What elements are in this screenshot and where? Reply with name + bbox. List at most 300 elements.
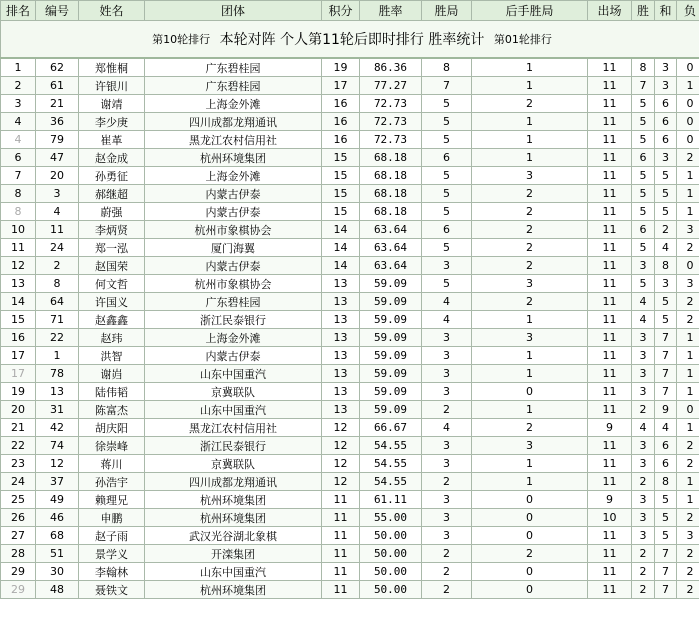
loss-count-cell: 2 — [677, 509, 699, 527]
loss-count-cell: 2 — [677, 563, 699, 581]
played-cell: 10 — [588, 509, 632, 527]
black-wins-cell: 1 — [472, 473, 588, 491]
loss-count-cell: 3 — [677, 275, 699, 293]
player-name-cell: 赵国荣 — [79, 257, 145, 275]
wins-games-cell: 2 — [422, 401, 472, 419]
played-cell: 11 — [588, 527, 632, 545]
player-id-cell: 78 — [36, 365, 79, 383]
played-cell: 11 — [588, 95, 632, 113]
wins-games-cell: 3 — [422, 365, 472, 383]
wins-games-cell: 2 — [422, 545, 472, 563]
player-name-cell: 陈富杰 — [79, 401, 145, 419]
played-cell: 11 — [588, 347, 632, 365]
win-rate-cell: 63.64 — [360, 239, 422, 257]
loss-count-cell: 0 — [677, 131, 699, 149]
black-wins-cell: 0 — [472, 527, 588, 545]
loss-count-cell: 1 — [677, 473, 699, 491]
round-nav-row — [1, 21, 699, 59]
win-count-cell: 2 — [632, 473, 655, 491]
team-cell: 山东中国重汽 — [145, 365, 322, 383]
player-id-cell: 12 — [36, 455, 79, 473]
rank-cell: 7 — [1, 167, 36, 185]
win-rate-cell: 50.00 — [360, 527, 422, 545]
rank-cell: 25 — [1, 491, 36, 509]
black-wins-cell: 2 — [472, 545, 588, 563]
win-rate-cell: 59.09 — [360, 347, 422, 365]
wins-games-cell: 3 — [422, 383, 472, 401]
rank-cell: 24 — [1, 473, 36, 491]
wins-games-cell: 4 — [422, 293, 472, 311]
team-cell: 广东碧桂园 — [145, 293, 322, 311]
points-cell: 11 — [322, 491, 360, 509]
col-win-header: 胜 — [632, 1, 655, 21]
loss-count-cell: 0 — [677, 113, 699, 131]
played-cell: 11 — [588, 149, 632, 167]
points-cell: 13 — [322, 401, 360, 419]
player-name-cell: 景学义 — [79, 545, 145, 563]
header-row — [1, 1, 699, 21]
draw-count-cell: 2 — [655, 221, 677, 239]
table-row — [1, 113, 699, 131]
prev-round-link[interactable]: 第10轮排行 — [152, 33, 211, 46]
team-cell: 杭州环境集团 — [145, 509, 322, 527]
loss-count-cell: 2 — [677, 455, 699, 473]
player-id-cell: 1 — [36, 347, 79, 365]
draw-count-cell: 5 — [655, 167, 677, 185]
played-cell: 11 — [588, 167, 632, 185]
played-cell: 11 — [588, 455, 632, 473]
points-cell: 15 — [322, 185, 360, 203]
player-id-cell: 2 — [36, 257, 79, 275]
win-rate-cell: 66.67 — [360, 419, 422, 437]
col-rank-header: 排名 — [1, 1, 36, 21]
loss-count-cell: 1 — [677, 491, 699, 509]
draw-count-cell: 5 — [655, 311, 677, 329]
win-count-cell: 3 — [632, 527, 655, 545]
win-count-cell: 5 — [632, 95, 655, 113]
win-count-cell: 2 — [632, 545, 655, 563]
draw-count-cell: 6 — [655, 95, 677, 113]
points-cell: 13 — [322, 275, 360, 293]
player-name-cell: 何文哲 — [79, 275, 145, 293]
table-row — [1, 419, 699, 437]
loss-count-cell: 1 — [677, 347, 699, 365]
win-count-cell: 5 — [632, 239, 655, 257]
team-cell: 四川成都龙翔通讯 — [145, 473, 322, 491]
player-name-cell: 郝继超 — [79, 185, 145, 203]
table-row — [1, 167, 699, 185]
team-cell: 上海金外滩 — [145, 95, 322, 113]
draw-count-cell: 5 — [655, 185, 677, 203]
points-cell: 11 — [322, 563, 360, 581]
black-wins-cell: 1 — [472, 58, 588, 77]
wins-games-cell: 5 — [422, 131, 472, 149]
player-id-cell: 30 — [36, 563, 79, 581]
wins-games-cell: 6 — [422, 149, 472, 167]
win-rate-cell: 86.36 — [360, 58, 422, 77]
rank-cell: 17 — [1, 365, 36, 383]
player-name-cell: 洪智 — [79, 347, 145, 365]
table-row — [1, 239, 699, 257]
wins-games-cell: 2 — [422, 563, 472, 581]
draw-count-cell: 5 — [655, 527, 677, 545]
col-id-header: 编号 — [36, 1, 79, 21]
draw-count-cell: 4 — [655, 239, 677, 257]
draw-count-cell: 8 — [655, 473, 677, 491]
points-cell: 15 — [322, 203, 360, 221]
col-draw-header: 和 — [655, 1, 677, 21]
player-name-cell: 赵玮 — [79, 329, 145, 347]
draw-count-cell: 7 — [655, 329, 677, 347]
win-count-cell: 2 — [632, 563, 655, 581]
draw-count-cell: 3 — [655, 58, 677, 77]
draw-count-cell: 6 — [655, 437, 677, 455]
team-cell: 浙江民泰银行 — [145, 437, 322, 455]
win-rate-cell: 59.09 — [360, 293, 422, 311]
table-row — [1, 329, 699, 347]
table-row — [1, 437, 699, 455]
wins-games-cell: 3 — [422, 527, 472, 545]
rank-cell: 6 — [1, 149, 36, 167]
win-rate-cell: 59.09 — [360, 401, 422, 419]
rank-cell: 13 — [1, 275, 36, 293]
rank-cell: 26 — [1, 509, 36, 527]
played-cell: 9 — [588, 491, 632, 509]
rank-cell: 3 — [1, 95, 36, 113]
win-rate-cell: 50.00 — [360, 581, 422, 599]
table-row — [1, 131, 699, 149]
loss-count-cell: 2 — [677, 545, 699, 563]
rank-cell: 20 — [1, 401, 36, 419]
played-cell: 11 — [588, 77, 632, 95]
team-cell: 开滦集团 — [145, 545, 322, 563]
rank-cell: 27 — [1, 527, 36, 545]
loss-count-cell: 2 — [677, 149, 699, 167]
rank-cell: 19 — [1, 383, 36, 401]
col-wins-games-header: 胜局 — [422, 1, 472, 21]
table-row — [1, 58, 699, 77]
win-rate-cell: 72.73 — [360, 131, 422, 149]
wins-games-cell: 3 — [422, 491, 472, 509]
wins-games-cell: 3 — [422, 455, 472, 473]
win-count-cell: 3 — [632, 509, 655, 527]
table-row — [1, 473, 699, 491]
win-rate-cell: 72.73 — [360, 113, 422, 131]
loss-count-cell: 1 — [677, 167, 699, 185]
loss-count-cell: 1 — [677, 77, 699, 95]
black-wins-cell: 2 — [472, 257, 588, 275]
round-nav-cell — [1, 21, 699, 59]
wins-games-cell: 4 — [422, 311, 472, 329]
win-rate-cell: 54.55 — [360, 455, 422, 473]
loss-count-cell: 2 — [677, 437, 699, 455]
rank-cell: 2 — [1, 77, 36, 95]
player-id-cell: 36 — [36, 113, 79, 131]
win-count-cell: 6 — [632, 149, 655, 167]
draw-count-cell: 5 — [655, 293, 677, 311]
player-id-cell: 21 — [36, 95, 79, 113]
draw-count-cell: 7 — [655, 383, 677, 401]
table-header — [1, 1, 699, 21]
player-id-cell: 62 — [36, 58, 79, 77]
black-wins-cell: 1 — [472, 455, 588, 473]
table-row — [1, 563, 699, 581]
win-count-cell: 5 — [632, 203, 655, 221]
wins-games-cell: 4 — [422, 419, 472, 437]
team-cell: 广东碧桂园 — [145, 58, 322, 77]
points-cell: 13 — [322, 347, 360, 365]
player-id-cell: 61 — [36, 77, 79, 95]
wins-games-cell: 5 — [422, 239, 472, 257]
points-cell: 12 — [322, 455, 360, 473]
team-cell: 内蒙古伊泰 — [145, 185, 322, 203]
played-cell: 11 — [588, 185, 632, 203]
win-rate-cell: 55.00 — [360, 509, 422, 527]
rank-cell: 28 — [1, 545, 36, 563]
loss-count-cell: 2 — [677, 239, 699, 257]
col-played-header: 出场 — [588, 1, 632, 21]
player-id-cell: 49 — [36, 491, 79, 509]
played-cell: 11 — [588, 239, 632, 257]
draw-count-cell: 7 — [655, 581, 677, 599]
player-name-cell: 许国义 — [79, 293, 145, 311]
win-rate-cell: 59.09 — [360, 365, 422, 383]
player-name-cell: 谢岿 — [79, 365, 145, 383]
wins-games-cell: 5 — [422, 113, 472, 131]
black-wins-cell: 2 — [472, 221, 588, 239]
player-name-cell: 蔚强 — [79, 203, 145, 221]
points-cell: 11 — [322, 545, 360, 563]
draw-count-cell: 7 — [655, 545, 677, 563]
player-name-cell: 孙浩宇 — [79, 473, 145, 491]
played-cell: 11 — [588, 131, 632, 149]
wins-games-cell: 6 — [422, 221, 472, 239]
player-id-cell: 71 — [36, 311, 79, 329]
black-wins-cell: 2 — [472, 239, 588, 257]
black-wins-cell: 3 — [472, 275, 588, 293]
table-row — [1, 581, 699, 599]
black-wins-cell: 2 — [472, 95, 588, 113]
black-wins-cell: 1 — [472, 311, 588, 329]
played-cell: 11 — [588, 221, 632, 239]
table-row — [1, 401, 699, 419]
loss-count-cell: 1 — [677, 203, 699, 221]
draw-count-cell: 5 — [655, 509, 677, 527]
played-cell: 11 — [588, 545, 632, 563]
rank-cell: 22 — [1, 437, 36, 455]
played-cell: 11 — [588, 257, 632, 275]
table-row — [1, 275, 699, 293]
rank-cell: 29 — [1, 581, 36, 599]
played-cell: 11 — [588, 293, 632, 311]
draw-count-cell: 7 — [655, 347, 677, 365]
table-row — [1, 491, 699, 509]
points-cell: 16 — [322, 113, 360, 131]
played-cell: 11 — [588, 329, 632, 347]
points-cell: 14 — [322, 221, 360, 239]
loss-count-cell: 0 — [677, 401, 699, 419]
draw-count-cell: 3 — [655, 149, 677, 167]
table-row — [1, 257, 699, 275]
team-cell: 浙江民泰银行 — [145, 311, 322, 329]
rank-cell: 14 — [1, 293, 36, 311]
table-row — [1, 203, 699, 221]
player-name-cell: 谢靖 — [79, 95, 145, 113]
win-rate-cell: 63.64 — [360, 257, 422, 275]
win-rate-cell: 68.18 — [360, 185, 422, 203]
wins-games-cell: 2 — [422, 581, 472, 599]
played-cell: 11 — [588, 311, 632, 329]
player-name-cell: 陆伟韬 — [79, 383, 145, 401]
player-name-cell: 李少庚 — [79, 113, 145, 131]
points-cell: 15 — [322, 167, 360, 185]
col-team-header: 团体 — [145, 1, 322, 21]
points-cell: 11 — [322, 581, 360, 599]
win-count-cell: 4 — [632, 419, 655, 437]
win-count-cell: 3 — [632, 491, 655, 509]
points-cell: 12 — [322, 473, 360, 491]
player-name-cell: 聂铁文 — [79, 581, 145, 599]
black-wins-cell: 0 — [472, 383, 588, 401]
win-count-cell: 2 — [632, 401, 655, 419]
team-cell: 杭州市象棋协会 — [145, 275, 322, 293]
win-count-cell: 5 — [632, 167, 655, 185]
team-cell: 杭州环境集团 — [145, 491, 322, 509]
player-name-cell: 赵子雨 — [79, 527, 145, 545]
player-id-cell: 64 — [36, 293, 79, 311]
loss-count-cell: 2 — [677, 293, 699, 311]
player-name-cell: 赵鑫鑫 — [79, 311, 145, 329]
loss-count-cell: 3 — [677, 527, 699, 545]
black-wins-cell: 3 — [472, 437, 588, 455]
player-name-cell: 许银川 — [79, 77, 145, 95]
rank-cell: 16 — [1, 329, 36, 347]
col-rate-header: 胜率 — [360, 1, 422, 21]
wins-games-cell: 3 — [422, 347, 472, 365]
points-cell: 11 — [322, 527, 360, 545]
draw-count-cell: 6 — [655, 455, 677, 473]
draw-count-cell: 8 — [655, 257, 677, 275]
team-cell: 山东中国重汽 — [145, 401, 322, 419]
draw-count-cell: 6 — [655, 113, 677, 131]
played-cell: 9 — [588, 419, 632, 437]
table-row — [1, 365, 699, 383]
team-cell: 上海金外滩 — [145, 329, 322, 347]
col-points-header: 积分 — [322, 1, 360, 21]
player-name-cell: 李炳贤 — [79, 221, 145, 239]
wins-games-cell: 5 — [422, 95, 472, 113]
team-cell: 内蒙古伊泰 — [145, 203, 322, 221]
player-id-cell: 37 — [36, 473, 79, 491]
ranking-rows — [1, 58, 699, 599]
points-cell: 13 — [322, 383, 360, 401]
team-cell: 杭州环境集团 — [145, 581, 322, 599]
points-cell: 17 — [322, 77, 360, 95]
draw-count-cell: 3 — [655, 275, 677, 293]
win-count-cell: 5 — [632, 131, 655, 149]
points-cell: 13 — [322, 293, 360, 311]
player-id-cell: 13 — [36, 383, 79, 401]
team-cell: 黑龙江农村信用社 — [145, 419, 322, 437]
win-count-cell: 2 — [632, 581, 655, 599]
player-id-cell: 24 — [36, 239, 79, 257]
team-cell: 上海金外滩 — [145, 167, 322, 185]
team-cell: 四川成都龙翔通讯 — [145, 113, 322, 131]
team-cell: 京冀联队 — [145, 455, 322, 473]
draw-count-cell: 7 — [655, 563, 677, 581]
col-loss-header: 负 — [677, 1, 699, 21]
black-wins-cell: 2 — [472, 293, 588, 311]
black-wins-cell: 1 — [472, 149, 588, 167]
player-id-cell: 20 — [36, 167, 79, 185]
win-rate-cell: 59.09 — [360, 275, 422, 293]
nav-title[interactable]: 本轮对阵 个人第11轮后即时排行 胜率统计 — [219, 32, 485, 48]
win-count-cell: 7 — [632, 77, 655, 95]
played-cell: 11 — [588, 58, 632, 77]
draw-count-cell: 7 — [655, 365, 677, 383]
player-name-cell: 胡庆阳 — [79, 419, 145, 437]
rank-cell: 10 — [1, 221, 36, 239]
points-cell: 13 — [322, 311, 360, 329]
team-cell: 内蒙古伊泰 — [145, 257, 322, 275]
rank-cell: 23 — [1, 455, 36, 473]
player-name-cell: 孙勇征 — [79, 167, 145, 185]
played-cell: 11 — [588, 113, 632, 131]
player-id-cell: 68 — [36, 527, 79, 545]
wins-games-cell: 5 — [422, 275, 472, 293]
win-count-cell: 5 — [632, 185, 655, 203]
player-id-cell: 46 — [36, 509, 79, 527]
played-cell: 11 — [588, 473, 632, 491]
team-cell: 山东中国重汽 — [145, 563, 322, 581]
draw-count-cell: 5 — [655, 491, 677, 509]
points-cell: 11 — [322, 509, 360, 527]
player-name-cell: 李翰林 — [79, 563, 145, 581]
rank-cell: 12 — [1, 257, 36, 275]
draw-count-cell: 9 — [655, 401, 677, 419]
player-name-cell: 赖理兄 — [79, 491, 145, 509]
win-count-cell: 3 — [632, 365, 655, 383]
table-row — [1, 293, 699, 311]
rank-cell: 11 — [1, 239, 36, 257]
rank-cell: 15 — [1, 311, 36, 329]
win-count-cell: 4 — [632, 293, 655, 311]
team-cell: 黑龙江农村信用社 — [145, 131, 322, 149]
wins-games-cell: 3 — [422, 329, 472, 347]
rank-cell: 4 — [1, 113, 36, 131]
played-cell: 11 — [588, 563, 632, 581]
wins-games-cell: 3 — [422, 509, 472, 527]
win-count-cell: 3 — [632, 257, 655, 275]
table-row — [1, 383, 699, 401]
player-name-cell: 郑惟桐 — [79, 58, 145, 77]
win-rate-cell: 59.09 — [360, 311, 422, 329]
points-cell: 14 — [322, 257, 360, 275]
table-row — [1, 77, 699, 95]
player-name-cell: 徐崇峰 — [79, 437, 145, 455]
wins-games-cell: 8 — [422, 58, 472, 77]
player-name-cell: 郑一泓 — [79, 239, 145, 257]
next-round-link[interactable]: 第01轮排行 — [493, 33, 552, 46]
loss-count-cell: 3 — [677, 221, 699, 239]
black-wins-cell: 2 — [472, 185, 588, 203]
wins-games-cell: 7 — [422, 77, 472, 95]
loss-count-cell: 0 — [677, 95, 699, 113]
black-wins-cell: 0 — [472, 509, 588, 527]
played-cell: 11 — [588, 365, 632, 383]
wins-games-cell: 5 — [422, 185, 472, 203]
win-rate-cell: 72.73 — [360, 95, 422, 113]
